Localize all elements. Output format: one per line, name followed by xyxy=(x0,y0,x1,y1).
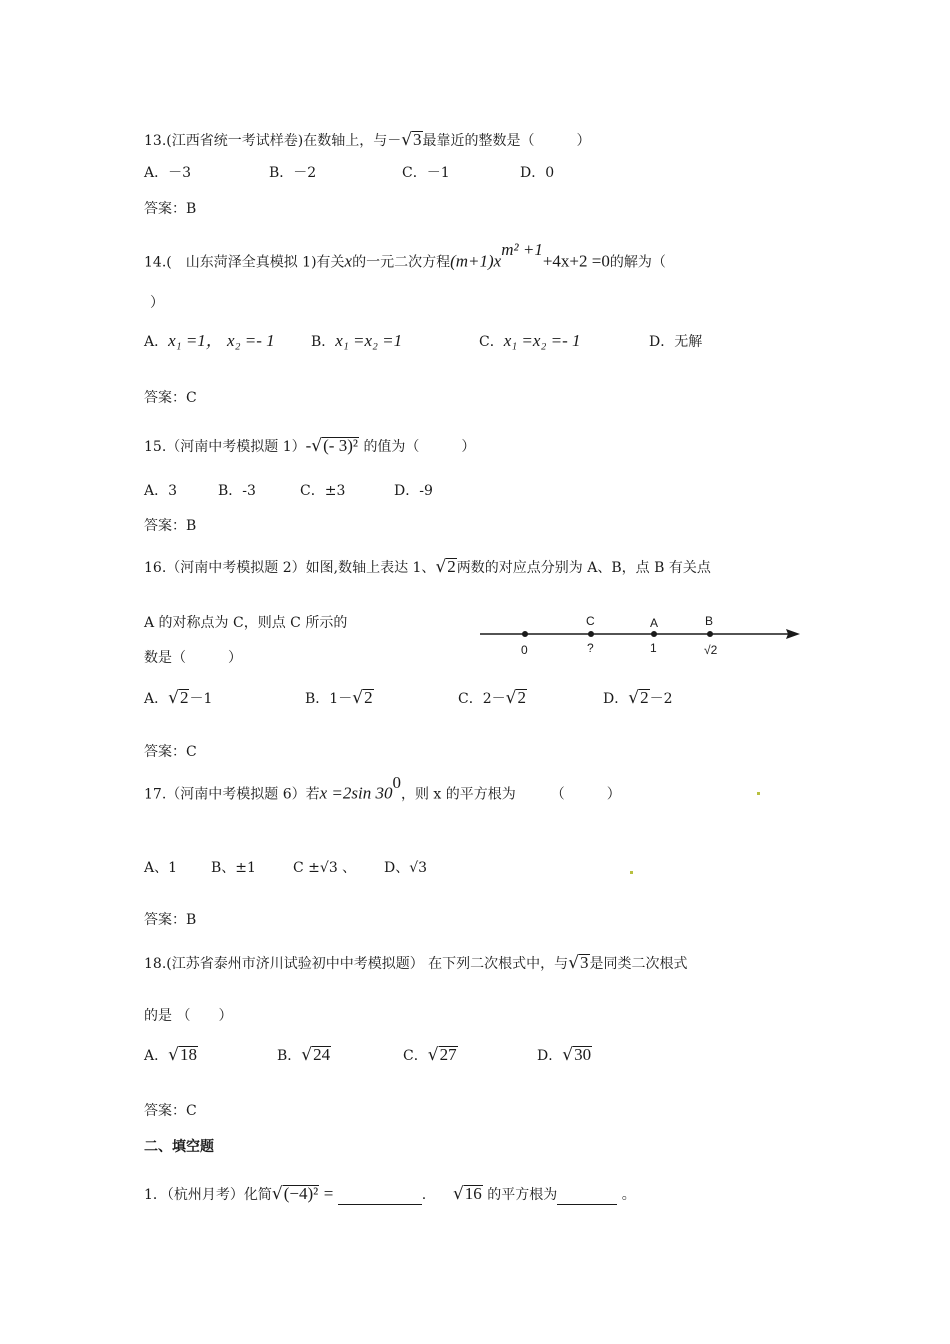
q17-stem-pre: 17.（河南中考模拟题 6）若 xyxy=(144,786,320,803)
sqrt-symbol: √ xyxy=(168,1045,179,1065)
q14-option-b-label: B． xyxy=(311,334,336,350)
q18-options xyxy=(144,1045,592,1066)
q14-stem xyxy=(144,240,666,273)
sqrt-symbol: √ xyxy=(452,1184,464,1204)
q16-option-d-post: －2 xyxy=(649,691,673,707)
q18-option-d xyxy=(537,1045,592,1066)
q14-option-a-label: A． xyxy=(144,334,169,350)
q14-option-d-math: 无解 xyxy=(674,334,703,350)
q18-option-b-label: B． xyxy=(277,1048,302,1064)
q13-options xyxy=(144,163,554,183)
decorative-dot xyxy=(757,792,760,795)
q14-equation-tail: +4x+2 =0 xyxy=(542,251,610,271)
q13-stem xyxy=(144,130,591,151)
q14-options xyxy=(144,331,702,352)
q18-stem-pre: 18.(江苏省泰州市济川试验初中中考模拟题） 在下列二次根式中，与 xyxy=(144,956,569,972)
q15-stem-post: 的值为（ ） xyxy=(363,439,476,455)
q14-stem-line2: ） xyxy=(150,295,164,311)
q13-option-a: A．－3 xyxy=(144,165,192,181)
q16-answer: 答案：C xyxy=(144,744,197,760)
q16-stem xyxy=(144,557,711,578)
q18-option-c-rad: 27 xyxy=(439,1045,457,1064)
q17-option-b: B、±1 xyxy=(211,860,256,876)
q16-option-b-label: B． xyxy=(305,691,330,707)
q14-option-a-math: x₁ =1， x₂ =- 1 xyxy=(168,331,275,350)
q16-option-d-rad: 2 xyxy=(640,688,649,707)
q17-options xyxy=(144,858,427,878)
fill1-stem xyxy=(144,1184,636,1205)
q18-option-a xyxy=(144,1045,277,1066)
q16-option-a-label: A． xyxy=(144,691,169,707)
point-b xyxy=(707,631,713,637)
q14-option-d xyxy=(649,332,702,352)
q18-option-b xyxy=(277,1045,403,1066)
fill1-period: . xyxy=(421,1187,427,1203)
q18-option-b-rad: 24 xyxy=(313,1045,331,1064)
q16-stem-post: 两数的对应点分别为 A、B，点 B 有关点 xyxy=(456,560,711,576)
q14-option-d-label: D． xyxy=(649,334,675,350)
q17-option-a: A、1 xyxy=(144,860,178,876)
q18-option-d-label: D． xyxy=(537,1048,563,1064)
point-c xyxy=(588,631,594,637)
q14-option-b-math: x₁ =x₂ =1 xyxy=(335,331,403,350)
sqrt-symbol: √ xyxy=(562,1045,574,1065)
q16-stem-line3: 数是（ ） xyxy=(144,650,242,666)
sqrt-symbol: √ xyxy=(505,688,517,708)
label-c: C xyxy=(586,614,595,628)
sqrt-symbol: √ xyxy=(568,953,580,973)
q16-radicand: 2 xyxy=(447,557,456,576)
q17-stem xyxy=(144,773,621,805)
q18-stem xyxy=(144,953,688,974)
q13-stem-post: 最靠近的整数是（ ） xyxy=(422,133,591,149)
q18-option-c xyxy=(403,1045,537,1066)
q13-radicand: 3 xyxy=(413,130,422,149)
q18-stem-post: 是同类二次根式 xyxy=(589,956,688,972)
q18-option-d-rad: 30 xyxy=(574,1045,592,1064)
arrow-head-icon xyxy=(786,629,800,639)
decorative-dot xyxy=(630,871,633,874)
point-a xyxy=(651,631,657,637)
q13-stem-pre: 13.(江西省统一考试样卷)在数轴上，与－ xyxy=(144,133,402,149)
q18-option-c-label: C． xyxy=(403,1048,428,1064)
sqrt-symbol: √ xyxy=(427,1045,439,1065)
q14-option-a xyxy=(144,331,311,352)
sqrt-symbol: √ xyxy=(401,130,413,150)
q16-stem-line2: A 的对称点为 C，则点 C 所示的 xyxy=(144,615,348,631)
tick-label-1: 1 xyxy=(650,641,657,655)
q16-option-d xyxy=(603,688,673,709)
fill1-stem-post: 的平方根为 xyxy=(487,1187,558,1203)
sqrt-symbol: √ xyxy=(311,436,323,456)
q17-option-c: C ±√3 、 xyxy=(293,860,357,876)
q18-answer: 答案：C xyxy=(144,1103,197,1119)
q18-radicand: 3 xyxy=(580,953,589,972)
q17-equation: x =2sin 30 xyxy=(319,783,393,803)
q13-answer: 答案：B xyxy=(144,201,197,217)
q15-options xyxy=(144,481,433,501)
q16-option-b-rad: 2 xyxy=(364,688,373,707)
q15-radicand: (- 3)² xyxy=(323,436,358,455)
q16-option-c-rad: 2 xyxy=(517,688,526,707)
sqrt-symbol: √ xyxy=(301,1045,313,1065)
point-0 xyxy=(522,631,528,637)
label-b: B xyxy=(705,614,714,628)
q15-option-a: A．3 xyxy=(144,483,178,499)
fill1-radicand-2: 16 xyxy=(464,1184,482,1203)
q16-option-c xyxy=(458,688,603,709)
q14-variable: x xyxy=(344,251,353,271)
q15-option-b: B．-3 xyxy=(218,483,256,499)
q16-option-a xyxy=(144,688,305,709)
tick-label-question: ? xyxy=(587,641,594,655)
q17-stem-post: ，则 x 的平方根为 （ ） xyxy=(400,786,621,803)
q14-equation: (m+1)x xyxy=(450,251,502,271)
q14-option-c xyxy=(479,331,649,352)
q14-exponent: m² +1 xyxy=(501,240,543,259)
q16-option-c-label: C． xyxy=(458,691,483,707)
q15-minus-sign: - xyxy=(305,436,312,455)
q16-option-d-label: D． xyxy=(603,691,629,707)
q15-option-c: C．±3 xyxy=(300,483,346,499)
q17-degree: 0 xyxy=(392,773,401,792)
q15-stem-pre: 15.（河南中考模拟题 1） xyxy=(144,439,306,455)
q16-options xyxy=(144,688,673,709)
q16-option-a-post: －1 xyxy=(189,691,213,707)
q14-option-b xyxy=(311,331,479,352)
sqrt-symbol: √ xyxy=(352,688,364,708)
sqrt-symbol: √ xyxy=(435,557,447,577)
sqrt-symbol: √ xyxy=(168,688,179,708)
q17-answer: 答案：B xyxy=(144,912,197,928)
q14-option-c-label: C． xyxy=(479,334,504,350)
sqrt-symbol: √ xyxy=(271,1184,283,1204)
tick-label-sqrt2: √2 xyxy=(704,643,718,657)
fill1-equals: = xyxy=(323,1184,334,1203)
q14-stem-pre: 14.( 山东菏泽全真模拟 1)有关 xyxy=(144,254,345,271)
q18-stem-line2: 的是 （ ） xyxy=(144,1008,233,1024)
tick-label-0: 0 xyxy=(521,643,528,657)
section-title: 二、填空题 xyxy=(144,1139,214,1155)
fill1-stem-pre: 1．（杭州月考）化简 xyxy=(144,1187,272,1203)
q15-stem xyxy=(144,436,475,457)
sqrt-symbol: √ xyxy=(628,688,640,708)
q18-option-a-rad: 18 xyxy=(179,1045,197,1064)
fill1-blank-1[interactable] xyxy=(338,1188,422,1205)
fill1-end: 。 xyxy=(621,1187,636,1203)
q16-option-c-pre: 2－ xyxy=(482,691,506,707)
q16-option-b xyxy=(305,688,458,709)
q18-option-a-label: A． xyxy=(144,1048,169,1064)
q16-stem-pre: 16.（河南中考模拟题 2）如图,数轴上表达 1、 xyxy=(144,560,436,576)
number-line-figure xyxy=(476,610,806,660)
q16-option-a-rad: 2 xyxy=(179,688,189,707)
q14-stem-post: 的解为（ xyxy=(609,254,666,271)
q14-answer: 答案：C xyxy=(144,390,197,406)
q13-option-d: D．0 xyxy=(520,165,555,181)
fill1-radicand: (−4)² xyxy=(283,1184,319,1203)
q14-option-c-math: x₁ =x₂ =- 1 xyxy=(503,331,581,350)
q14-stem-mid: 的一元二次方程 xyxy=(352,254,451,271)
q16-option-b-pre: 1－ xyxy=(329,691,353,707)
q13-option-c: C．－1 xyxy=(402,165,450,181)
fill1-blank-2[interactable] xyxy=(557,1188,617,1205)
q15-answer: 答案：B xyxy=(144,518,197,534)
label-a: A xyxy=(650,616,659,630)
q15-option-d: D．-9 xyxy=(394,483,433,499)
q13-option-b: B．－2 xyxy=(269,165,317,181)
q17-option-d: D、√3 xyxy=(384,860,428,876)
